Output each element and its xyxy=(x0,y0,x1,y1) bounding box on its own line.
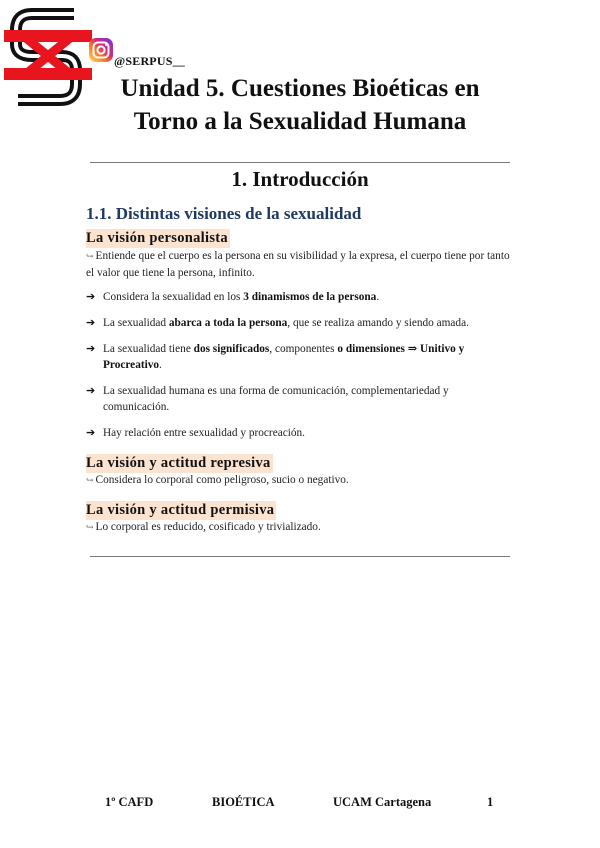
bullet-list xyxy=(86,289,516,451)
paragraph-personalista xyxy=(86,248,514,282)
footer-page-number: 1 xyxy=(487,795,494,809)
top-divider xyxy=(90,162,510,163)
paragraph-text: Entiende que el cuerpo es la persona en su visibilidad y la expresa, el cuerpo tiene por tanto el valor que tiene la persona, infinito. xyxy=(86,250,510,279)
arrow-right-icon: ➔ xyxy=(86,385,96,397)
paragraph-text: Lo corporal es reducido, cosificado y trivializado. xyxy=(95,521,321,533)
heading-personalista: La visión personalista xyxy=(86,230,228,246)
heading-permisiva: La visión y actitud permisiva xyxy=(86,502,275,518)
paragraph-text: Considera lo corporal como peligroso, sucio o negativo. xyxy=(95,474,349,486)
footer-university: UCAM Cartagena xyxy=(333,795,432,809)
list-item: ➔ La sexualidad humana es una forma de comunicación, complementariedad y comunicación. xyxy=(86,385,449,413)
return-arrow-icon: ↪ xyxy=(86,475,94,485)
return-arrow-icon: ↪ xyxy=(86,251,94,261)
page-title: Unidad 5. Cuestiones Bioéticas en Torno a la Sexualidad Humana xyxy=(120,75,480,135)
paragraph-represiva xyxy=(86,472,514,489)
list-item: ➔ Hay relación entre sexualidad y procreación. xyxy=(86,427,305,439)
paragraph-permisiva xyxy=(86,519,514,536)
section-heading: 1. Introducción xyxy=(231,167,369,191)
bottom-divider xyxy=(90,556,510,557)
list-item: ➔ La sexualidad tiene dos significados, componentes o dimensiones ⇒ Unitivo y Procreativo. xyxy=(86,343,465,371)
arrow-right-icon: ➔ xyxy=(86,427,96,439)
list-item: ➔ La sexualidad abarca a toda la persona, que se realiza amando y siendo amada. xyxy=(86,317,469,329)
instagram-handle: @SERPUS__ xyxy=(114,54,185,68)
heading-represiva: La visión y actitud represiva xyxy=(86,455,271,471)
list-item: ➔ Considera la sexualidad en los 3 dinamismos de la persona. xyxy=(86,291,380,303)
arrow-right-icon: ➔ xyxy=(86,291,96,303)
arrow-right-icon: ➔ xyxy=(86,317,96,329)
instagram-icon xyxy=(88,37,114,63)
serpus-logo xyxy=(4,4,92,108)
footer-subject: BIOÉTICA xyxy=(212,795,275,809)
subsection-heading: 1.1. Distintas visiones de la sexualidad xyxy=(86,204,362,223)
footer-course: 1º CAFD xyxy=(105,795,154,809)
return-arrow-icon: ↪ xyxy=(86,522,94,532)
arrow-right-icon: ➔ xyxy=(86,343,96,355)
